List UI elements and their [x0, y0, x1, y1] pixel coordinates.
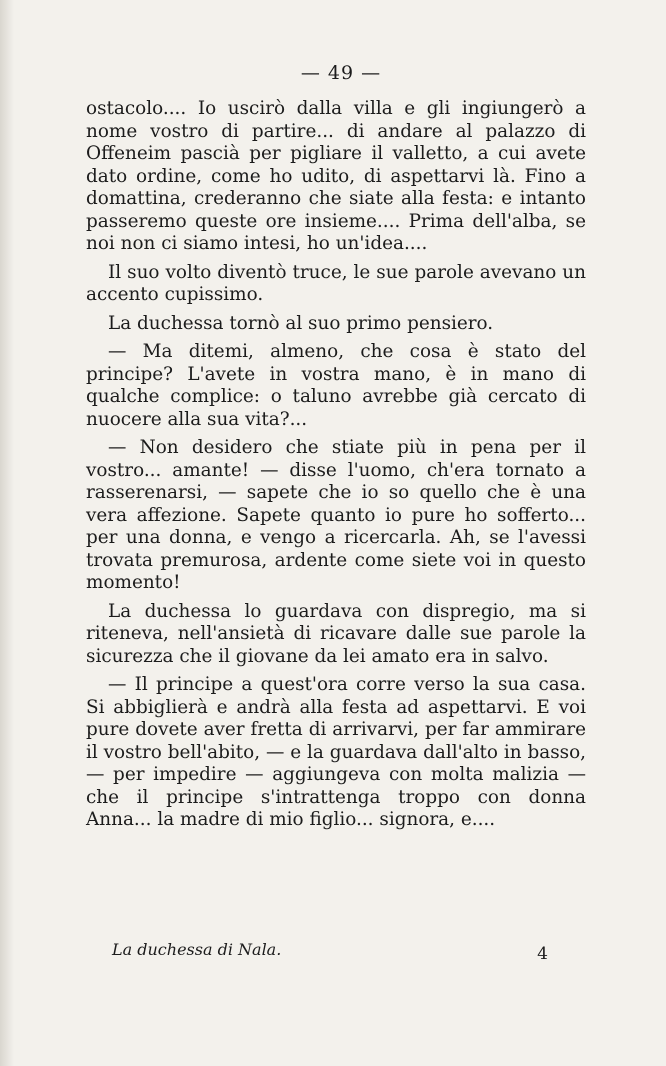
signature-mark: 4 [537, 944, 548, 964]
running-title: La duchessa di Nala. [112, 940, 282, 959]
paragraph-6: La duchessa lo guardava con dispregio, ma si riteneva, nell'ansietà di ricavare dalle sue parole la sicurezza che il giovane da lei amato era in salvo. [86, 600, 586, 667]
paragraph-3: La duchessa tornò al suo primo pensiero. [108, 312, 494, 334]
page-number: — 49 — [300, 62, 382, 84]
paragraph-2: Il suo volto diventò truce, le sue parole avevano un accento cupissimo. [86, 261, 586, 305]
paragraph-7: — Il principe a quest'ora corre verso la sua casa. Si abbiglierà e andrà alla festa ad aspettarvi. E voi pure dovete aver fretta di arrivarvi, per far ammirare il vostro bell'abito, — e la guardava dall'alto in basso, — per impedire — aggiungeva con molta malizia — che il principe s'intrattenga troppo con donna Anna... la madre di mio figlio... signora, e.... [86, 674, 586, 830]
book-page [86, 62, 586, 838]
paragraph-1: ostacolo.... Io uscirò dalla villa e gli ingiungerò a nome vostro di partire... di andare al palazzo di Offeneim pascià per pigliare il valletto, a cui avete dato ordine, come ho udito, di aspettarvi là. Fino a domattina, crederanno che siate alla festa: e intanto passeremo queste ore insieme.... Prima dell'alba, se noi non ci siamo intesi, ho un'idea.... [86, 98, 586, 254]
paragraph-5: — Non desidero che stiate più in pena per il vostro... amante! — disse l'uomo, ch'era tornato a rasserenarsi, — sapete che io so quello che è una vera affezione. Sapete quanto io pure ho sofferto... per una donna, e vengo a ricercarla. Ah, se l'avessi trovata premurosa, ardente come siete voi in questo momento! [86, 437, 586, 593]
paragraph-4: — Ma ditemi, almeno, che cosa è stato del principe? L'avete in vostra mano, è in mano di qualche complice: o taluno avrebbe già cercato di nuocere alla sua vita?... [86, 341, 586, 430]
scan-edge [0, 0, 14, 1066]
page-footer [112, 940, 548, 964]
